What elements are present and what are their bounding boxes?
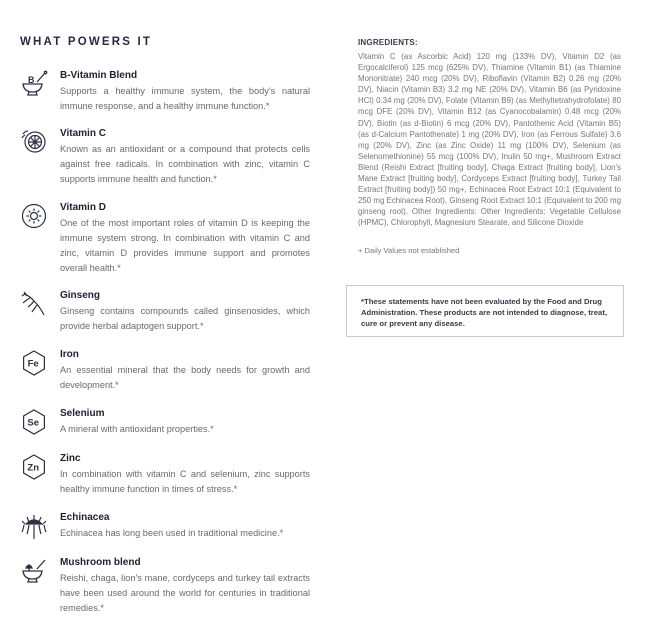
zn-element-icon: [20, 453, 48, 481]
fda-disclaimer-text: *These statements have not been evaluated by the Food and Drug Administration. These products are not intended to diagnose, treat, cure or prevent any disease.: [361, 297, 608, 328]
item-desc: In combination with vitamin C and selenium, zinc supports healthy immune function in times of stress.*: [60, 469, 310, 494]
fe-element-icon: [20, 349, 48, 377]
fda-disclaimer-box: [346, 285, 624, 337]
item-desc: Known as an antioxidant or a compound that protects cells against free radicals. In combination with zinc, vitamin C supports immune health and function.*: [60, 144, 310, 184]
icon-label: Fe: [27, 358, 39, 370]
item-title: Mushroom blend: [60, 557, 141, 568]
icon-label: Se: [27, 417, 40, 429]
icon-label: Zn: [27, 462, 40, 474]
ingredients-panel: [358, 38, 621, 255]
daily-values-note: + Daily Values not established: [358, 245, 460, 255]
ingredients-title: INGREDIENTS:: [358, 38, 418, 47]
item-title: Iron: [60, 349, 79, 360]
ingredient-item-mushroom-blend: [20, 557, 310, 616]
vitamin-c-citrus-icon: [20, 128, 48, 156]
what-powers-it-section: [20, 36, 310, 616]
item-desc: Ginseng contains compounds called ginsenosides, which provide herbal adaptogen support.*: [60, 306, 310, 331]
item-desc: One of the most important roles of vitamin D is keeping the immune system strong. In combination with vitamin C and zinc, vitamin D provides immune support and promotes overall health.*: [60, 218, 310, 273]
ingredient-item-vitamin-c: [20, 128, 310, 202]
item-title: B-Vitamin Blend: [60, 70, 138, 81]
item-title: Echinacea: [60, 512, 110, 523]
ingredient-item-ginseng: [20, 290, 310, 349]
ingredient-item-echinacea: [20, 512, 310, 557]
item-desc: A mineral with antioxidant properties.*: [60, 424, 214, 434]
ingredient-item-b-vitamin: [20, 70, 310, 128]
item-title: Ginseng: [60, 290, 101, 301]
ingredient-item-vitamin-d: [20, 202, 310, 290]
ginseng-root-icon: [20, 290, 48, 318]
ingredients-list: Vitamin C (as Ascorbic Acid) 120 mg (133% DV), Vitamin D2 (as Ergocalciferol) 125 mcg (625% DV), Thiamine (Vitamin B1) (as Thiamine Mononitrate) 240 mcg (20% DV), Riboflavin (Vitamin B2) 0.26 mg (20% DV), Niacin (Vitamin B3) 3.2 mg NE (20% DV), Vitamin B6 (as Pyridoxine HCl) 0.34 mg (20% DV), Folate (Vitamin B9) (as Methyltetrahydrofolate) 80 mcg DFE (20% DV), Vitamin B12 (as Cyanocobalamin) 0.48 mcg (20% DV), Biotin (as d-Biotin) 6 mcg (20% DV), Pantothenic Acid (Vitamin B5) (as d-Calcium Pantothenate) 1 mg (20% DV), Iron (as Ferrous Sulfate) 3.6 mg (20% DV), Zinc (as Zinc Oxide) 11 mg (100% DV), Selenium (as Selenomethionine) 55 mcg (100% DV), Inulin 50 mg+, Mushroom Extract Blend (Reishi Extract [fruiting body], Chaga Extract [fruiting body], Lion's Mane Extract [fruiting body], Cordyceps Extract [fruiting body], Turkey Tail Extract [fruiting body]) 50 mg+, Echinacea Root Extract 10:1 (Equivalent to 250 mg Echinacea Root), Ginseng Root Extract 10:1 (Equivalent to 200 mg ginseng root). Other Ingredients: Other Ingredients: Vegetable Cellulose (HPMC), Chlorophyll, Magnesium Stearate, and Silicone Dioxide: [358, 52, 621, 228]
item-title: Vitamin D: [60, 202, 106, 213]
item-desc: An essential mineral that the body needs for growth and development.*: [60, 365, 310, 390]
item-title: Selenium: [60, 408, 105, 419]
ingredient-item-iron: [20, 349, 310, 408]
item-title: Zinc: [60, 453, 81, 464]
item-desc: Echinacea has long been used in traditional medicine.*: [60, 528, 284, 538]
ingredient-item-selenium: [20, 408, 310, 453]
section-title: WHAT POWERS IT: [20, 36, 153, 48]
mushroom-mortar-icon: [20, 557, 48, 585]
item-desc: Reishi, chaga, lion's mane, cordyceps and turkey tail extracts have been used around the world for centuries in traditional remedies.*: [60, 573, 310, 613]
item-title: Vitamin C: [60, 128, 106, 139]
se-element-icon: [20, 408, 48, 436]
echinacea-flower-icon: [20, 512, 48, 540]
item-desc: Supports a healthy immune system, the body's natural immune response, and a healthy immune function.*: [60, 86, 310, 111]
b-vitamin-mortar-icon: [20, 70, 48, 98]
ingredient-item-zinc: [20, 453, 310, 512]
svg-text:B: B: [28, 75, 35, 85]
vitamin-d-sun-icon: [20, 202, 48, 230]
